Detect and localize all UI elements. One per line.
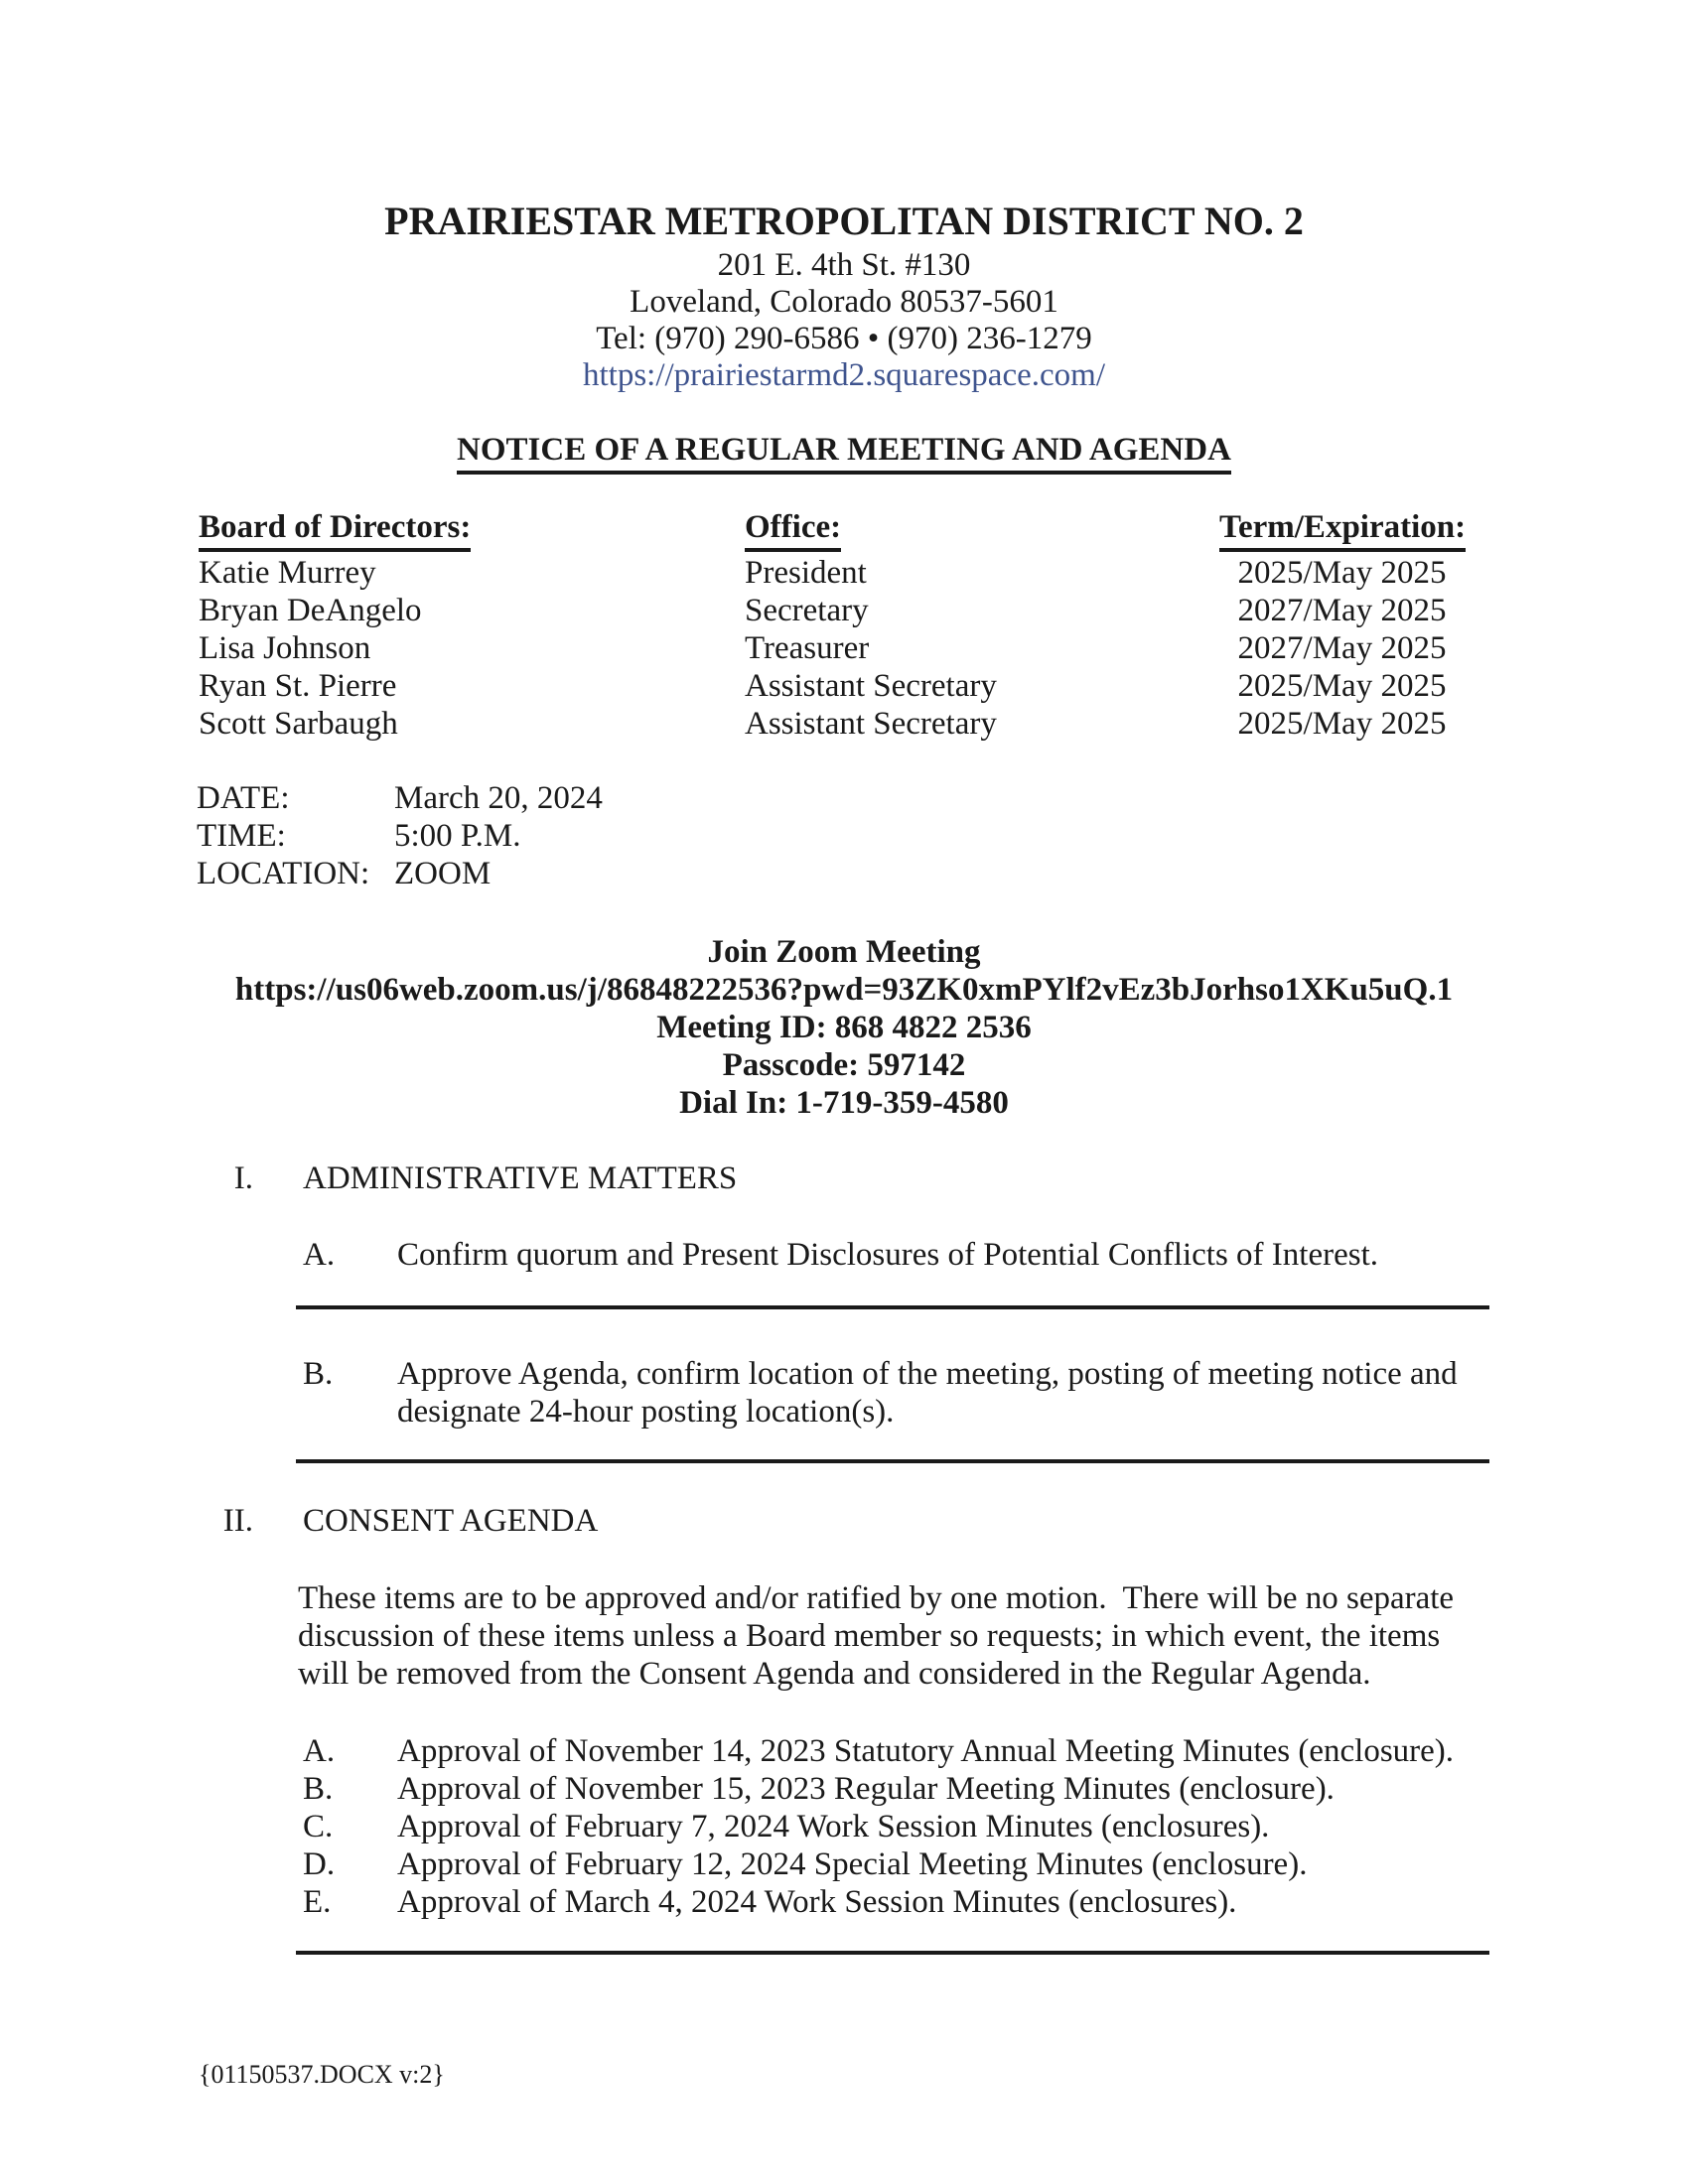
consent-item-letter: E. [303, 1884, 332, 1920]
item-a-letter: A. [303, 1237, 336, 1273]
director-term: 2025/May 2025 [1237, 706, 1447, 742]
consent-item-letter: B. [303, 1771, 334, 1807]
district-website-link-row [0, 356, 1688, 394]
section-ii-heading: CONSENT AGENDA [303, 1503, 599, 1539]
director-name: Ryan St. Pierre [199, 668, 397, 704]
consent-item-text: Approval of February 12, 2024 Special Meeting Minutes (enclosure). [397, 1846, 1308, 1882]
consent-item-letter: C. [303, 1809, 334, 1844]
director-office: Treasurer [745, 630, 870, 666]
district-phone: Tel: (970) 290-6586 • (970) 236-1279 [596, 321, 1092, 356]
zoom-meeting-id: Meeting ID: 868 4822 2536 [656, 1010, 1032, 1045]
notice-heading-row [0, 431, 1688, 475]
consent-item-text: Approval of February 7, 2024 Work Session Minutes (enclosures). [397, 1809, 1270, 1844]
zoom-passcode: Passcode: 597142 [722, 1047, 966, 1083]
board-row [199, 629, 1539, 667]
director-name: Scott Sarbaugh [199, 706, 398, 742]
section-ii-numeral: II. [222, 1503, 253, 1539]
consent-item-text: Approval of November 15, 2023 Regular Meeting Minutes (enclosure). [397, 1771, 1335, 1807]
item-a-text: Confirm quorum and Present Disclosures of Potential Conflicts of Interest. [397, 1237, 1379, 1273]
divider-line [296, 1951, 1489, 1955]
board-row [199, 592, 1539, 629]
director-name: Lisa Johnson [199, 630, 371, 666]
consent-paragraph-line-1: These items are to be approved and/or ratified by one motion. There will be no separate [298, 1580, 1455, 1616]
item-b-letter: B. [303, 1356, 334, 1392]
district-address-line1: 201 E. 4th St. #130 [717, 247, 971, 283]
director-office: Assistant Secretary [745, 668, 997, 704]
director-term: 2027/May 2025 [1237, 593, 1447, 628]
zoom-heading: Join Zoom Meeting [707, 934, 981, 970]
item-b-text-line-1: Approve Agenda, confirm location of the meeting, posting of meeting notice and [397, 1356, 1458, 1392]
director-name: Bryan DeAngelo [199, 593, 422, 628]
consent-paragraph-line-3: will be removed from the Consent Agenda and considered in the Regular Agenda. [298, 1656, 1371, 1692]
location-label: LOCATION: [197, 856, 370, 891]
consent-item-letter: A. [303, 1733, 336, 1769]
zoom-join-url: https://us06web.zoom.us/j/86848222536?pwd=93ZK0xmPYlf2vEz3bJorhso1XKu5uQ.1 [234, 972, 1454, 1008]
date-label: DATE: [197, 780, 290, 816]
notice-heading: NOTICE OF A REGULAR MEETING AND AGENDA [457, 431, 1231, 475]
district-address-line2: Loveland, Colorado 80537-5601 [630, 284, 1058, 320]
date-value: March 20, 2024 [394, 780, 603, 816]
consent-paragraph-line-2: discussion of these items unless a Board member so requests; in which event, the items [298, 1618, 1441, 1654]
meeting-location-row [197, 855, 1090, 892]
consent-item-letter: D. [303, 1846, 336, 1882]
district-website-link[interactable]: https://prairiestarmd2.squarespace.com/ [582, 357, 1105, 393]
district-title: PRAIRIESTAR METROPOLITAN DISTRICT NO. 2 [384, 199, 1304, 243]
zoom-dial-in: Dial In: 1-719-359-4580 [679, 1085, 1009, 1121]
director-office: Assistant Secretary [745, 706, 997, 742]
director-name: Katie Murrey [199, 555, 376, 591]
board-row [199, 705, 1539, 743]
footer-doc-id: {01150537.DOCX v:2} [199, 2060, 445, 2089]
divider-line [296, 1459, 1489, 1463]
term-column-header: Term/Expiration: [1219, 508, 1465, 552]
consent-item-text: Approval of March 4, 2024 Work Session Minutes (enclosures). [397, 1884, 1237, 1920]
item-b-text-line-2: designate 24-hour posting location(s). [397, 1394, 895, 1430]
board-row [199, 554, 1539, 592]
board-row [199, 667, 1539, 705]
director-term: 2027/May 2025 [1237, 630, 1447, 666]
director-office: President [745, 555, 867, 591]
meeting-date-row [197, 779, 1090, 817]
section-i-numeral: I. [233, 1160, 253, 1196]
section-i-heading: ADMINISTRATIVE MATTERS [303, 1160, 738, 1196]
director-term: 2025/May 2025 [1237, 555, 1447, 591]
board-table-header-row [199, 508, 1539, 546]
director-term: 2025/May 2025 [1237, 668, 1447, 704]
director-office: Secretary [745, 593, 869, 628]
meeting-time-row [197, 817, 1090, 855]
board-column-header: Board of Directors: [199, 508, 471, 552]
time-label: TIME: [197, 818, 286, 854]
location-value: ZOOM [394, 856, 492, 891]
office-column-header: Office: [745, 508, 841, 552]
consent-item-text: Approval of November 14, 2023 Statutory Annual Meeting Minutes (enclosure). [397, 1733, 1455, 1769]
divider-line [296, 1305, 1489, 1309]
time-value: 5:00 P.M. [394, 818, 521, 854]
